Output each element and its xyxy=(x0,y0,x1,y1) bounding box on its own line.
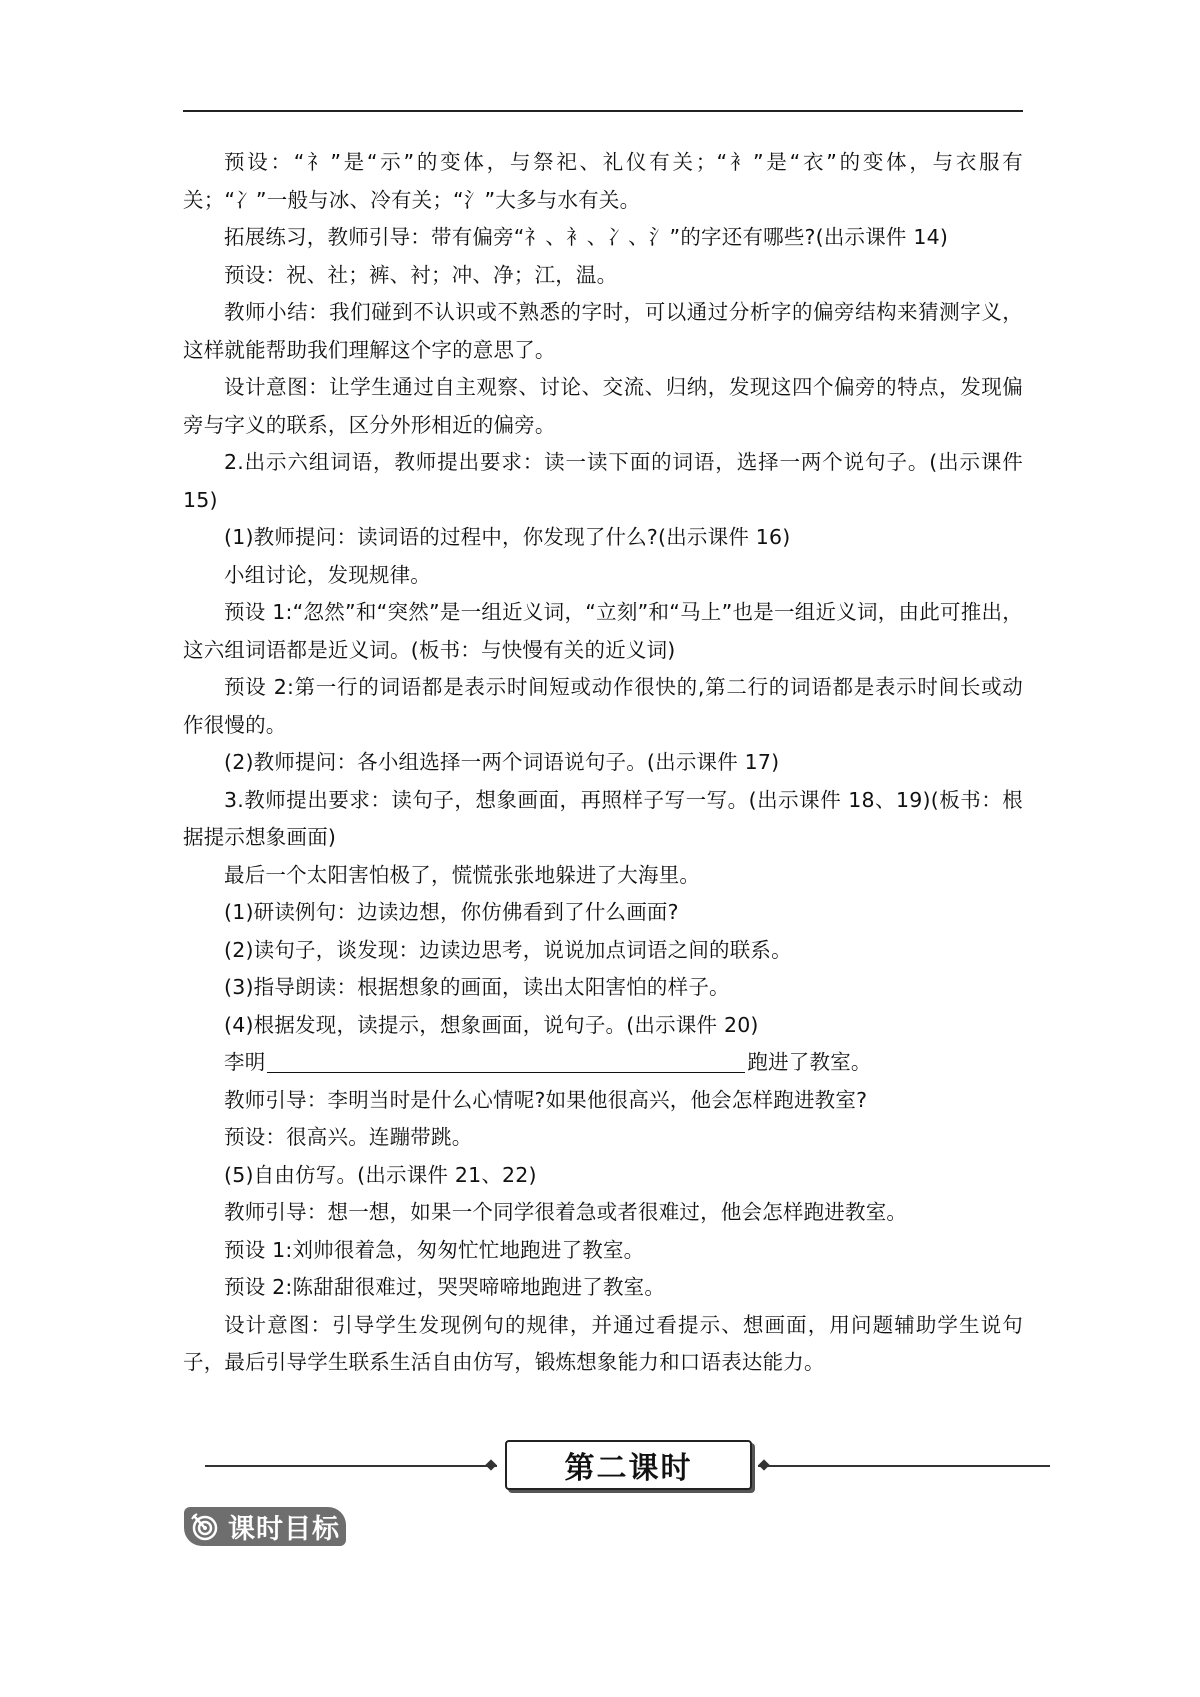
paragraph: (4)根据发现，读提示，想象画面，说句子。(出示课件 20) xyxy=(224,1012,759,1037)
fill-prefix: 李明 xyxy=(224,1050,266,1074)
paragraph: 拓展练习，教师引导：带有偏旁“礻、衤、冫、氵”的字还有哪些?(出示课件 14) xyxy=(224,225,949,249)
section-title: 第二课时 xyxy=(505,1440,752,1490)
paragraph: (1)研读例句：边读边想，你仿佛看到了什么画面? xyxy=(224,900,679,924)
paragraph: 设计意图：引导学生发现例句的规律，并通过看提示、想画面，用问题辅助学生说句子，最后引导学生联系生活自由仿写，锻炼想象能力和口语表达能力。 xyxy=(183,1312,1023,1374)
divider-line-left xyxy=(205,1465,497,1467)
goal-badge-label: 课时目标 xyxy=(228,1514,340,1545)
paragraph: 预设 1:刘帅很着急，匆匆忙忙地跑进了教室。 xyxy=(224,1237,645,1262)
paragraph: 3.教师提出要求：读句子，想象画面，再照样子写一写。(出示课件 18、19)(板书：根据提示想象画面) xyxy=(183,787,1023,849)
paragraph: 2.出示六组词语，教师提出要求：读一读下面的词语，选择一两个说句子。(出示课件 15) xyxy=(183,450,1023,512)
paragraph: 预设 2:陈甜甜很难过，哭哭啼啼地跑进了教室。 xyxy=(224,1275,666,1299)
paragraph: 预设：“礻”是“示”的变体，与祭祀、礼仪有关；“衤”是“衣”的变体，与衣服有关；“冫”一般与冰、冷有关；“氵”大多与水有关。 xyxy=(183,150,1023,212)
paragraph: (2)读句子，谈发现：边读边思考，说说加点词语之间的联系。 xyxy=(224,937,792,962)
paragraph: 预设：祝、社；裤、衬；冲、净；江，温。 xyxy=(224,262,618,287)
divider-diamond-left xyxy=(485,1459,496,1470)
paragraph: 最后一个太阳害怕极了，慌慌张张地躲进了大海里。 xyxy=(224,862,701,887)
paragraph: (3)指导朗读：根据想象的画面，读出太阳害怕的样子。 xyxy=(224,975,730,999)
paragraph: 预设 1:“忽然”和“突然”是一组近义词，“立刻”和“马上”也是一组近义词，由此可推出，这六组词语都是近义词。(板书：与快慢有关的近义词) xyxy=(183,600,1023,662)
paragraph: (1)教师提问：读词语的过程中，你发现了什么?(出示课件 16) xyxy=(224,525,791,549)
paragraph: 设计意图：让学生通过自主观察、讨论、交流、归纳，发现这四个偏旁的特点，发现偏旁与字义的联系，区分外形相近的偏旁。 xyxy=(183,375,1023,437)
lesson-text xyxy=(183,144,1023,1382)
paragraph: 小组讨论，发现规律。 xyxy=(224,562,431,587)
fill-blank xyxy=(267,1048,745,1073)
divider-line-right xyxy=(758,1465,1050,1467)
fill-suffix: 跑进了教室。 xyxy=(747,1050,872,1074)
paragraph: (2)教师提问：各小组选择一两个词语说句子。(出示课件 17) xyxy=(224,750,780,774)
paragraph: 教师小结：我们碰到不认识或不熟悉的字时，可以通过分析字的偏旁结构来猜测字义，这样就能帮助我们理解这个字的意思了。 xyxy=(183,300,1023,362)
paragraph: (5)自由仿写。(出示课件 21、22) xyxy=(224,1162,537,1187)
fill-in-line xyxy=(183,1044,1023,1082)
paragraph: 教师引导：李明当时是什么心情呢?如果他很高兴，他会怎样跑进教室? xyxy=(224,1087,868,1112)
lesson-goal-badge xyxy=(184,1507,346,1546)
section-divider xyxy=(205,1440,1050,1492)
paragraph: 教师引导：想一想，如果一个同学很着急或者很难过，他会怎样跑进教室。 xyxy=(224,1200,908,1224)
paragraph: 预设 2:第一行的词语都是表示时间短或动作很快的,第二行的词语都是表示时间长或动作很慢的。 xyxy=(183,675,1023,737)
paragraph: 预设：很高兴。连蹦带跳。 xyxy=(224,1125,473,1149)
target-icon xyxy=(184,1507,226,1546)
top-rule xyxy=(183,110,1023,112)
